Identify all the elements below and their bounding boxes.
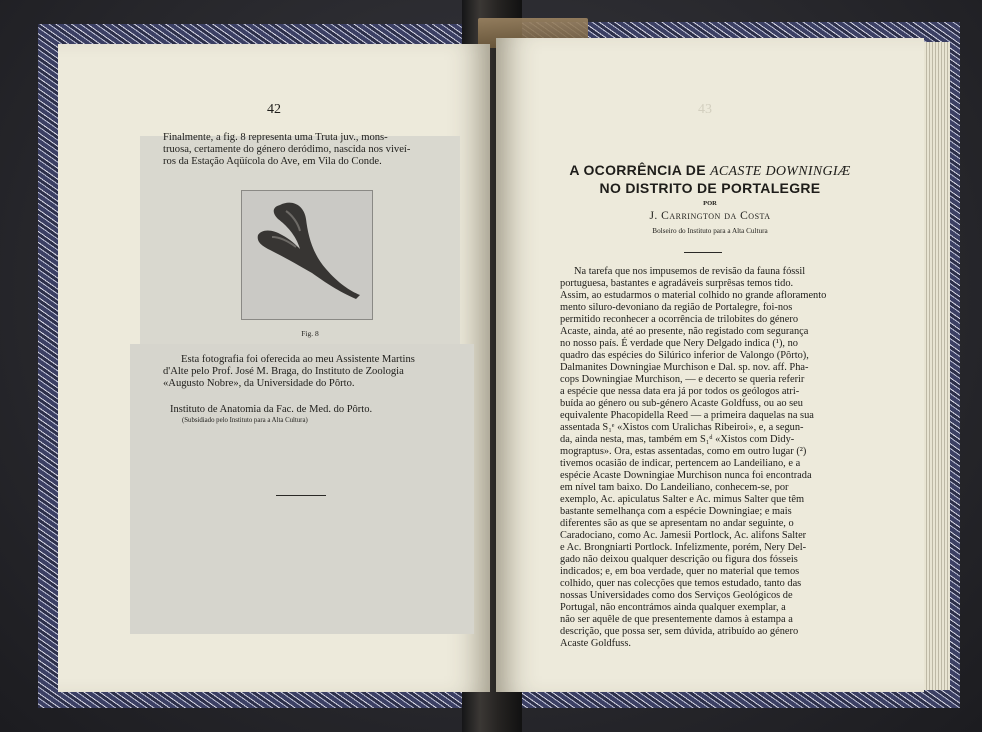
text-line: ros da Estação Aqüícola do Ave, em Vila do Conde. [163, 156, 382, 167]
body-line: mograptus». Ora, estas assentadas, como em outro lugar (²) [560, 446, 807, 457]
body-line: no nosso país. É verdade que Nery Delgado indica (¹), no [560, 338, 798, 349]
body-line: exemplo, Ac. apiculatus Salter e Ac. mimus Salter que têm [560, 494, 805, 505]
text-line: Esta fotografia foi oferecida ao meu Assistente Martins [181, 354, 415, 365]
author-name: J. Carrington da Costa [649, 210, 771, 222]
body-line: equivalente Phacopidella Reed — a primeira daquelas na sua [560, 410, 814, 421]
body-line: portuguesa, bastantes e agradáveis surprêsas temos tido. [560, 278, 794, 289]
left-page [58, 44, 490, 692]
page-number: 42 [267, 102, 281, 117]
body-line: e Ac. Brongniarti Portlock. Infelizmente, porém, Nery Del- [560, 542, 807, 553]
title-rule [684, 252, 722, 253]
fish-photograph [241, 190, 373, 320]
body-line: bastante semelhança com a espécie Downingiae; e mais [560, 506, 792, 517]
body-line: Dalmanites Downingiae Murchison e Dal. sp. nov. aff. Pha- [560, 362, 809, 373]
article-title-line1 [496, 162, 924, 180]
body-line: permitido reconhecer a ocorrência de trilobites do género [560, 314, 799, 325]
figure-caption: Fig. 8 [301, 329, 319, 338]
body-line: quadro das espécies do Silúrico inferior de Valongo (Pôrto), [560, 350, 809, 361]
body-line: diferentes são as que se apresentam no andar seguinte, o [560, 518, 794, 529]
ghost-page-number: 43 [698, 102, 712, 117]
author-affiliation: Bolseiro do Instituto para a Alta Cultura [652, 227, 768, 235]
body-line: não ser aquêle de que presentemente damos à estampa a [560, 614, 793, 625]
byline-por: POR [703, 200, 717, 207]
body-line: Assim, ao estudarmos o material colhido no grande afloramento [560, 290, 827, 301]
text-line: Finalmente, a fig. 8 representa uma Truta juv., mons- [163, 132, 388, 143]
body-line: em nível tam baixo. Do Landeiliano, conhecem-se, por [560, 482, 789, 493]
figure-intro-paragraph [163, 132, 410, 168]
body-line: buída ao género ou sub-género Acaste Goldfuss, ou ao seu [560, 398, 803, 409]
text-line: truosa, certamente do género deródimo, nascida nos viveí- [163, 144, 411, 155]
article-title-line2: NO DISTRITO DE PORTALEGRE [599, 180, 821, 196]
title-species: ACASTE DOWNINGIÆ [710, 164, 851, 179]
page-edge-stack [924, 42, 950, 690]
body-line: Acaste, ainda, até ao presente, não registado com segurança [560, 326, 809, 337]
body-line: nossas Universidades como dos Serviços Geológicos de [560, 590, 793, 601]
body-line: gado não deixou qualquer descrição ou figura dos fósseis [560, 554, 798, 565]
body-line: Na tarefa que nos impusemos de revisão da fauna fóssil [574, 266, 806, 277]
end-rule [276, 495, 326, 496]
body-line: da, ainda nesta, mas, também em S₁ᵈ «Xistos com Didy- [560, 434, 795, 445]
institute-affiliation: Instituto de Anatomia da Fac. de Med. do Pôrto. [170, 404, 373, 415]
body-line: espécie Acaste Downingiae Murchison nunca foi encontrada [560, 470, 812, 481]
body-line: tivemos ocasião de indicar, pertencem ao Landeiliano, e a [560, 458, 801, 469]
institute-funding-note: (Subsidiado pelo Instituto para a Alta Cultura) [182, 417, 308, 424]
article-body [560, 266, 906, 650]
body-line: colhido, quer nas colecções que temos estudado, tanto das [560, 578, 802, 589]
body-line: cops Downingiae Murchison, — e decerto se queria referir [560, 374, 805, 385]
body-line: Portugal, não encontrámos ainda qualquer exemplar, a [560, 602, 786, 613]
right-page [496, 38, 924, 692]
photo-credit-paragraph [163, 354, 415, 390]
body-line: assentada S₁ᵉ «Xistos com Uralichas Ribeiroi», e, a segun- [560, 422, 804, 433]
body-line: Acaste Goldfuss. [560, 638, 631, 649]
two-headed-trout-image [242, 191, 372, 319]
body-line: a espécie que nessa data era já por todos os geólogos atri- [560, 386, 800, 397]
body-line: descrição, que possa ser, sem dúvida, atribuído ao género [560, 626, 799, 637]
body-line: indicados; e, em boa verdade, quer no material que temos [560, 566, 800, 577]
body-line: mento siluro-devoniano da região de Portalegre, foi-nos [560, 302, 793, 313]
text-line: d'Alte pelo Prof. José M. Braga, do Instituto de Zoologia [163, 366, 404, 377]
body-line: Caradociano, como Ac. Jamesii Portlock, Ac. alifons Salter [560, 530, 807, 541]
text-line: «Augusto Nobre», da Universidade do Pôrto. [163, 378, 355, 389]
title-prefix: A OCORRÊNCIA DE [569, 162, 711, 178]
